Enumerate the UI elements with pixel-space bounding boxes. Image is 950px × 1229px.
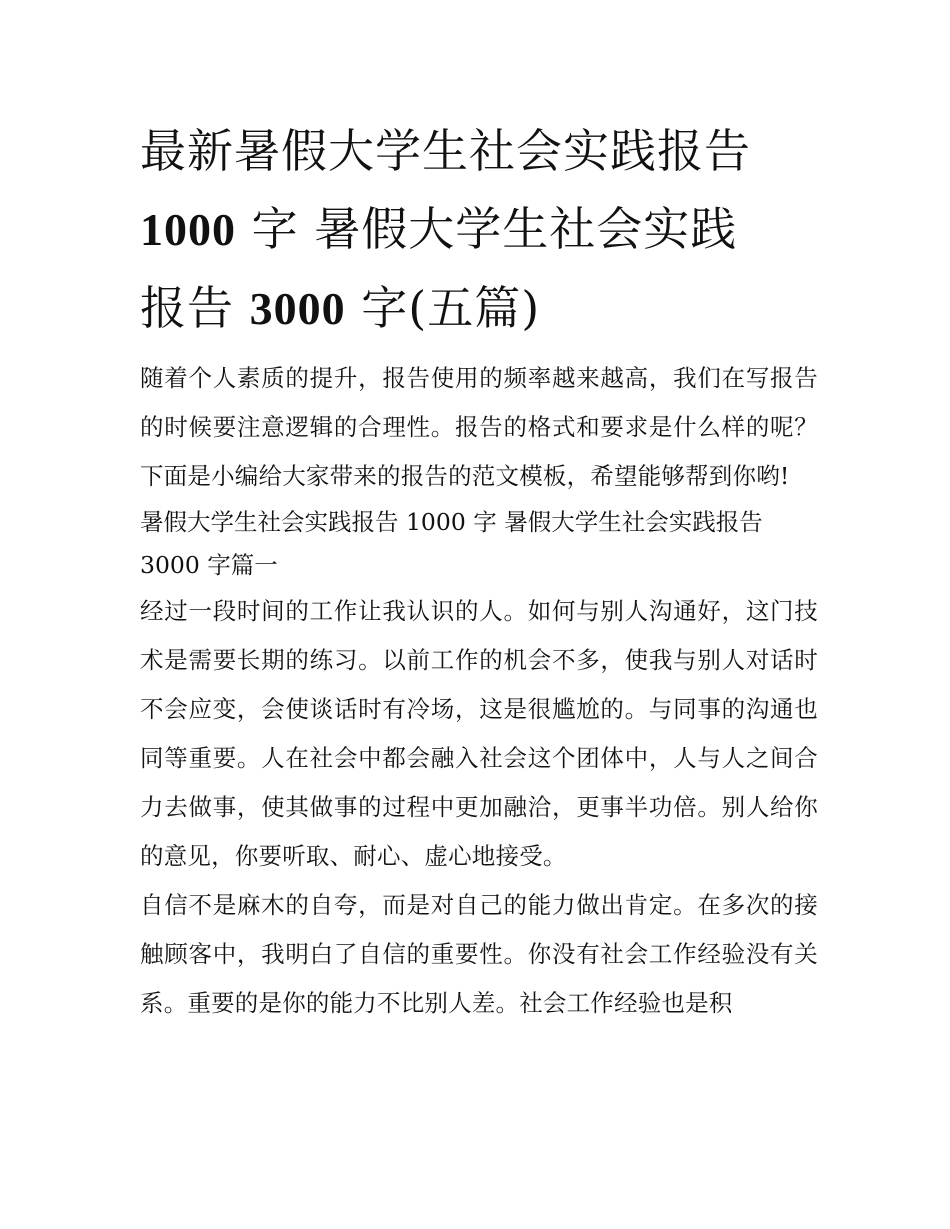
section-heading: 暑假大学生社会实践报告 1000 字 暑假大学生社会实践报告 3000 字篇一 — [140, 508, 763, 579]
title-line-3-end: 字(五篇) — [345, 281, 541, 335]
body-paragraph-2: 自信不是麻木的自夸，而是对自己的能力做出肯定。在多次的接触顾客中，我明白了自信的重要性。你没有社会工作经验没有关系。重要的是你的能力不比别人差。社会工作经验也是积 — [140, 891, 818, 1017]
document-title — [140, 112, 818, 348]
title-number-1000: 1000 — [140, 204, 236, 255]
intro-paragraph: 随着个人素质的提升，报告使用的频率越来越高，我们在写报告的时候要注意逻辑的合理性。报告的格式和要求是什么样的呢？下面是小编给大家带来的报告的范文模板，希望能够帮到你哟! — [140, 364, 818, 490]
title-line-3-start: 报告 — [140, 281, 250, 335]
document-page — [140, 112, 818, 1028]
title-line-2: 字 暑假大学生社会实践 — [236, 202, 738, 256]
body-paragraph-1: 经过一段时间的工作让我认识的人。如何与别人沟通好，这门技术是需要长期的练习。以前工作的机会不多，使我与别人对话时不会应变，会使谈话时有冷场，这是很尴尬的。与同事的沟通也同等重要。人在社会中都会融入社会这个团体中，人与人之间合力去做事，使其做事的过程中更加融洽，更事半功倍。别人给你的意见，你要听取、耐心、虚心地接受。 — [140, 597, 818, 870]
title-number-3000: 3000 — [249, 283, 346, 334]
title-line-1: 最新暑假大学生社会实践报告 — [140, 124, 751, 178]
